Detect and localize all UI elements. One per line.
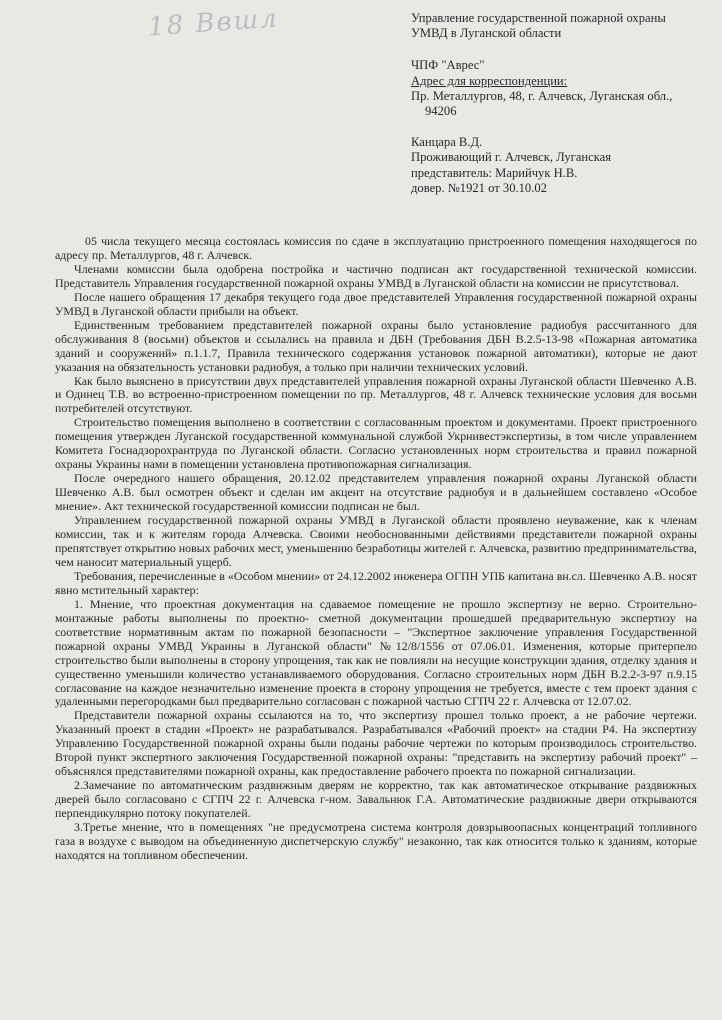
body-paragraph: 2.Замечание по автоматическим раздвижным дверям не корректно, так как автоматическое открывание раздвижных дверей было согласовано с СГПЧ 22 г. Алчевска г-ном. Завальнюк Г.А. Автоматические раздвижные двери открываются перпендикулярно потоку покупателей. [55, 778, 697, 821]
body-paragraph: 3.Третье мнение, что в помещениях "не предусмотрена система контроля довзрывоопасных концентраций топливного газа в воздухе с выводом на объединенную диспетчерскую службу" незаконно, так как относится только к зданиям, которые находятся на топливном обеспечении. [55, 820, 697, 862]
letter-body [55, 235, 697, 863]
body-paragraph: Членами комиссии была одобрена постройка и частично подписан акт государственной технической комиссии. Представитель Управления государственной пожарной охраны УМВД в Луганской области на комиссии не присутствовал. [55, 261, 697, 290]
body-paragraph: Управлением государственной пожарной охраны УМВД в Луганской области проявлено неуважение, как к членам комиссии, так и к жителям города Алчевска. Своими необоснованными действиями представители пожарной охраны препятствует открытию новых рабочих мест, уменьшению безработицы жителей г. Алчевска, развитию предпринимательства, чем наносит материальный ущерб. [55, 513, 697, 569]
address-line: 94206 [425, 104, 457, 119]
person-line: представитель: Марийчук Н.В. [411, 165, 578, 180]
person-line: Канцара В.Д. [411, 135, 483, 150]
body-paragraph: 05 числа текущего месяца состоялась комиссия по сдаче в эксплуатацию пристроенного помещения находящегося по адресу пр. Металлургов, 48 г. Алчевск. [55, 234, 697, 262]
body-paragraph: Единственным требованием представителей пожарной охраны было установление радиобуя рассчитанного для обслуживания 8 (восьми) объектов и ссылались на правила и ДБН (Требования ДБН В.2.5-13-98 «Пожарная автоматика зданий и сооружений» п.1.1.7, Правила технического содержания установок пожарной автоматики), которые не дают указания на обязательность установки радиобуя, а только при наличии технических условий. [55, 317, 697, 374]
person-line: довер. №1921 от 30.10.02 [411, 180, 547, 195]
body-paragraph: Представители пожарной охраны ссылаются на то, что экспертизу прошел только проект, а не рабочие чертежи. Указанный проект в стадии «Проект» не разрабатывался. Разрабатывался «Рабочий проект» на стадии Р4. На экспертизу Управлению Государственной пожарной охраны были поданы рабочие чертежи по которым производилось строительство. Второй пункт экспертного заключения Государственной пожарной охраны: "представить на экспертизу рабочий проект" – объяснялся представителями пожарной охраны, как предоставление рабочего проекта по пожарной сигнализации. [55, 708, 697, 779]
handwritten-note: 18 Ввшл [147, 3, 280, 43]
address-line: Пр. Металлургов, 48, г. Алчевск, Луганская обл., [411, 88, 673, 103]
body-paragraph: Требования, перечисленные в «Особом мнении» от 24.12.2002 инженера ОГПН УПБ капитана вн.сл. Шевченко А.В. носят явно мстительный характер: [55, 568, 697, 597]
body-paragraph: Как было выяснено в присутствии двух представителей управления пожарной охраны Луганской области Шевченко А.В. и Одинец Т.В. во встроенно-пристроенном помещении по пр. Металлургов, 48 г. Алчевск технические условия для восьми потребителей отсутствуют. [55, 373, 697, 416]
sender-name: ЧПФ "Аврес" [411, 58, 485, 73]
recipient-line: УМВД в Луганской области [411, 26, 562, 41]
recipient-line: Управление государственной пожарной охраны [411, 11, 666, 25]
body-paragraph: После нашего обращения 17 декабря текущего года двое представителей Управления государственной пожарной охраны УМВД в Луганской области прибыли на объект. [55, 289, 697, 318]
person-line: Проживающий г. Алчевск, Луганская [411, 150, 612, 165]
body-paragraph: 1. Мнение, что проектная документация на сдаваемое помещение не прошло экспертизу не верно. Строительно-монтажные работы выполнены по проектно- сметной документации прошедшей предварительную экспертизу на соответствие нормативным актам по пожарной безопасности – "Экспертное заключение управления Государственной пожарной охраны УМВД Украины в Луганской области" №12/8/1556 от 07.06.01. Изменения, которые притерпело строительство были выполнены в сторону упрощения, так как не повлияли на несущие конструкции здания, отделку здания и существенно уменьшили количество устанавливаемого оборудования. Согласно строительных норм ДБН В.2.2-3-97 п.9.15 согласование на каждое незначительно изменение проекта в сторону упрощения не требуется, вместе с тем проект здания с удаленными перегородками был предварительно согласован с пожарной частью СГПЧ 22 г. Алчевска от 12.07.02. [55, 596, 697, 709]
body-paragraph: После очередного нашего обращения, 20.12.02 представителем управления пожарной охраны Луганской области Шевченко А.В. был осмотрен объект и сделан им акцент на отсутствие радиобуя и в дальнейшем составлено «Особое мнение». Акт технической государственной комиссии подписан не был. [55, 471, 697, 514]
address-label: Адрес для корреспонденции: [411, 73, 568, 88]
body-paragraph: Строительство помещения выполнено в соответствии с согласованным проектом и документами. Проект пристроенного помещения утвержден Луганской государственной коммунальной службой Укрнивестэкспертизы, в том числе управлением Комитета Госнадзорохрантруда по Луганской области. Согласно установленных норм строительства и правил пожарной охраны Украины нами в помещении установлена противопожарная сигнализация. [55, 415, 697, 472]
letter-header [411, 11, 717, 196]
